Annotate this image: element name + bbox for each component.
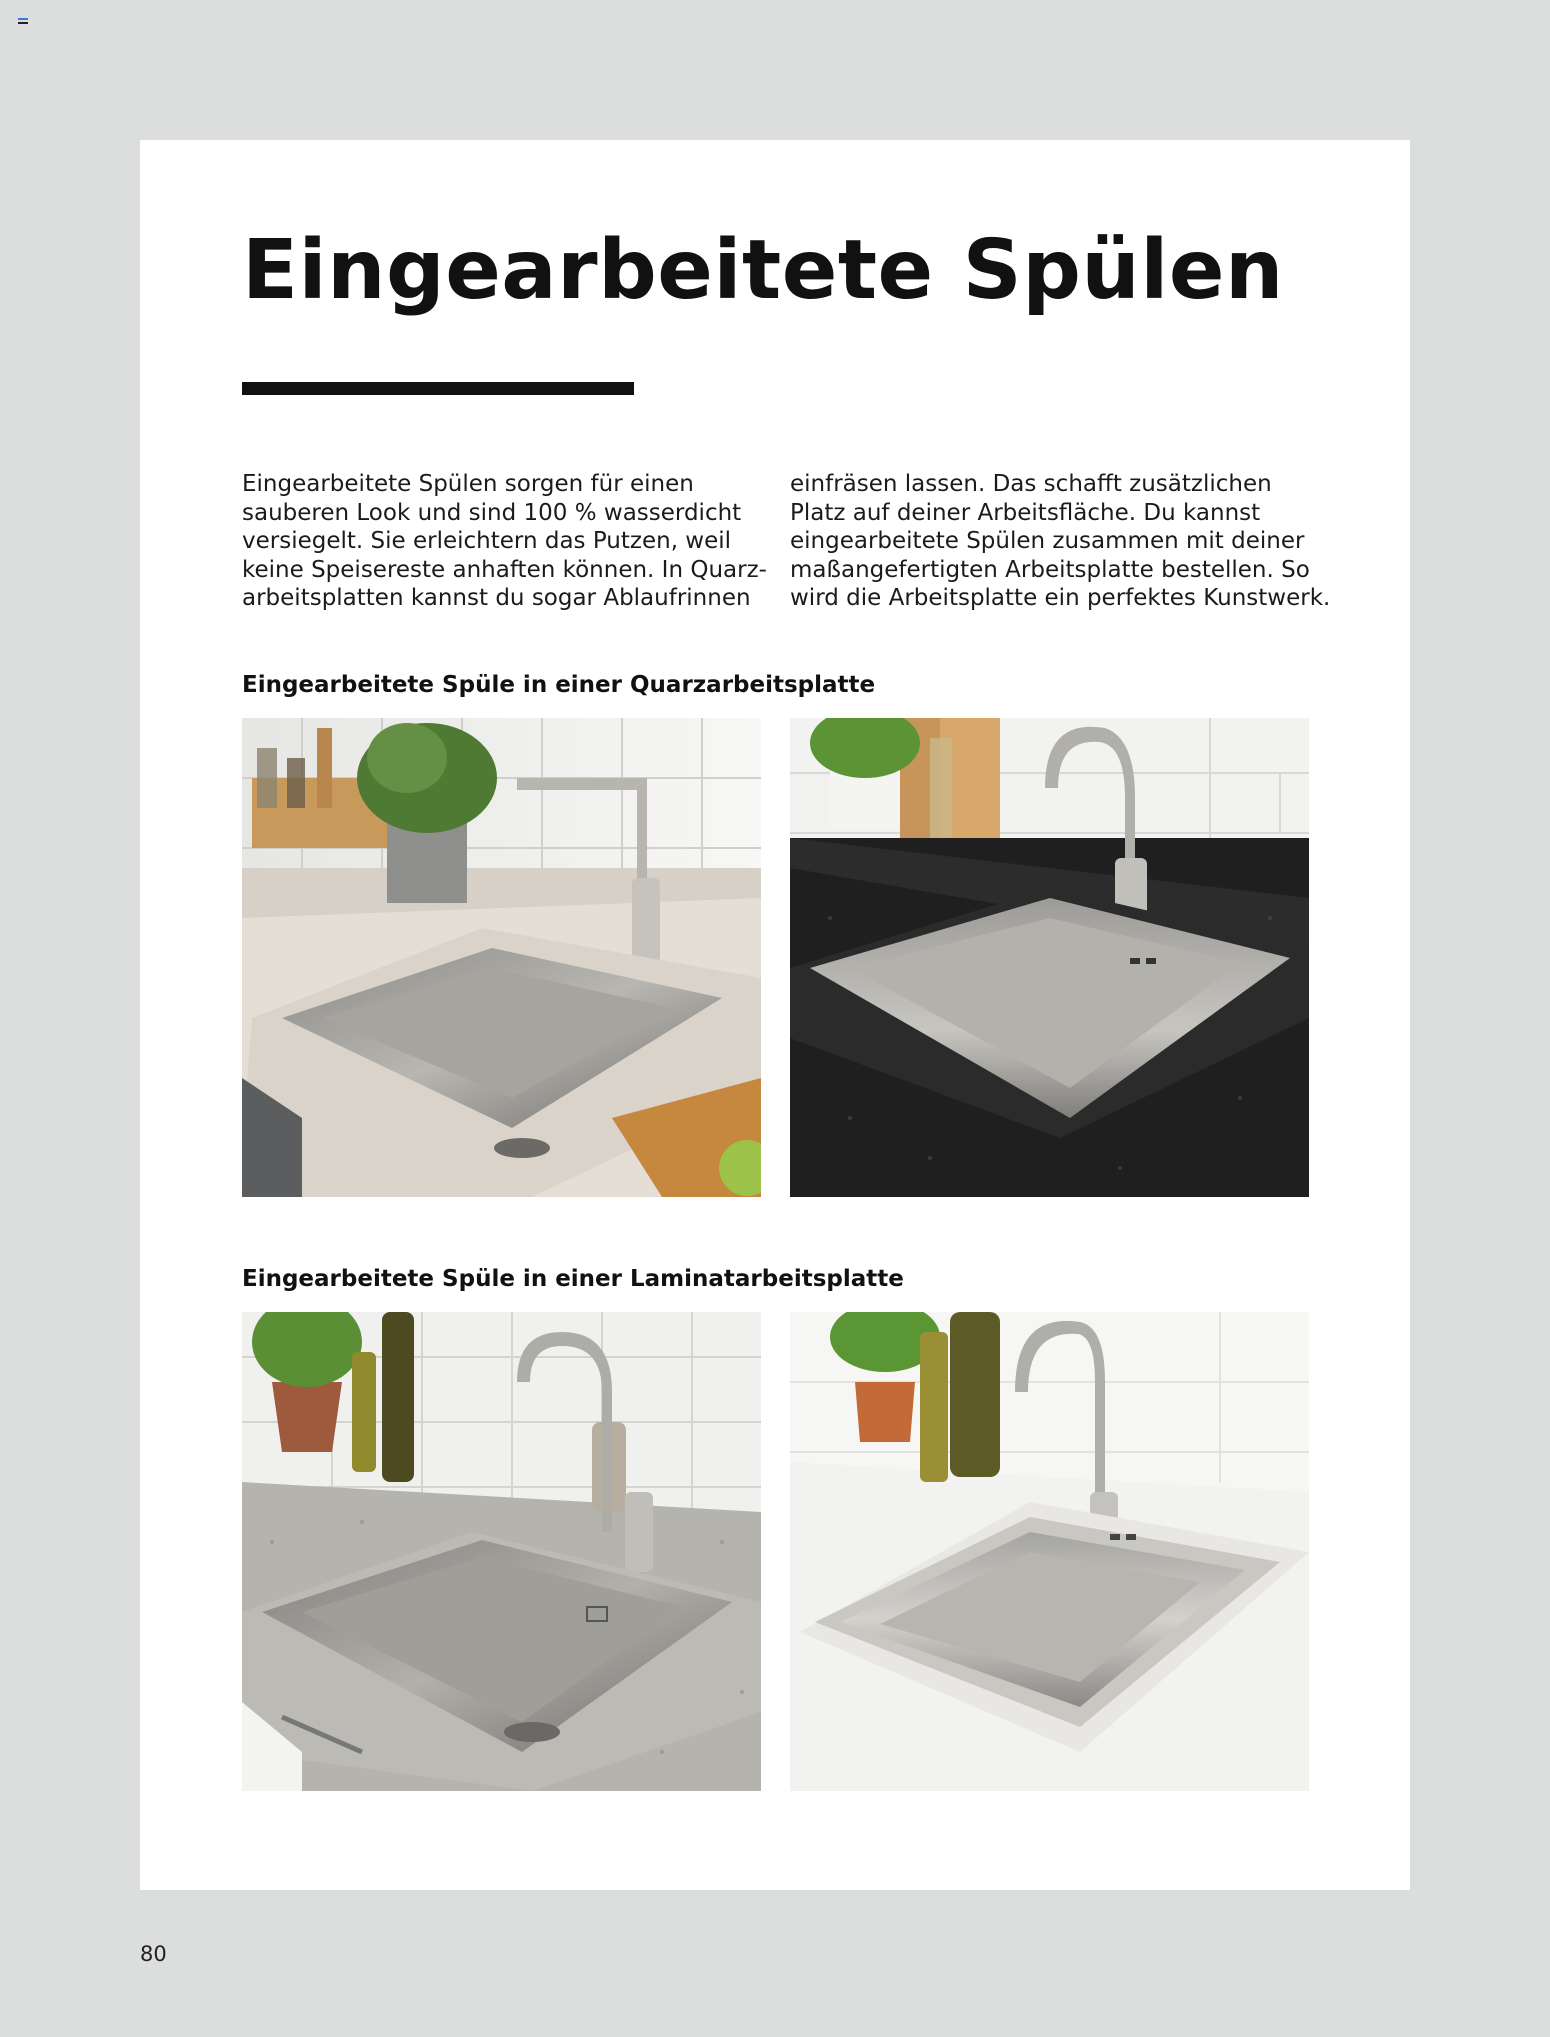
intro-line: eingearbeitete Spülen zusammen mit deiner [790, 528, 1305, 554]
sink-photo-laminate-white [790, 1312, 1309, 1791]
sink-photo-quartz-light [242, 718, 761, 1197]
intro-line: keine Speisereste anhaften können. In Quarz- [242, 556, 767, 583]
title-rule [242, 382, 634, 395]
intro-line: sauberen Look und sind 100 % wasserdicht [242, 499, 742, 526]
page-number: 80 [140, 1942, 167, 1966]
sink-photo-quartz-dark [790, 718, 1309, 1197]
page-card [140, 140, 1410, 1890]
intro-line: Platz auf deiner Arbeitsfläche. Du kannst [790, 499, 1261, 526]
page-title: Eingearbeitete Spülen [242, 223, 1284, 318]
sink-photo-laminate-grey [242, 1312, 761, 1791]
section-heading-laminate: Eingearbeitete Spüle in einer Laminatarbeitsplatte [242, 1266, 904, 1292]
intro-line: einfräsen lassen. Das schafft zusätzlichen [790, 471, 1272, 497]
intro-text-right [790, 470, 1350, 613]
section-heading-quartz: Eingearbeitete Spüle in einer Quarzarbeitsplatte [242, 672, 876, 698]
intro-line: arbeitsplatten kannst du sogar Ablaufrinnen [242, 585, 751, 611]
intro-text-left [242, 470, 767, 613]
intro-line: Eingearbeitete Spülen sorgen für einen [242, 471, 694, 497]
intro-line: wird die Arbeitsplatte ein perfektes Kunstwerk. [790, 585, 1331, 611]
intro-line: versiegelt. Sie erleichtern das Putzen, weil [242, 528, 732, 554]
intro-line: maßangefertigten Arbeitsplatte bestellen. So [790, 556, 1310, 583]
menu-icon[interactable] [18, 18, 28, 26]
